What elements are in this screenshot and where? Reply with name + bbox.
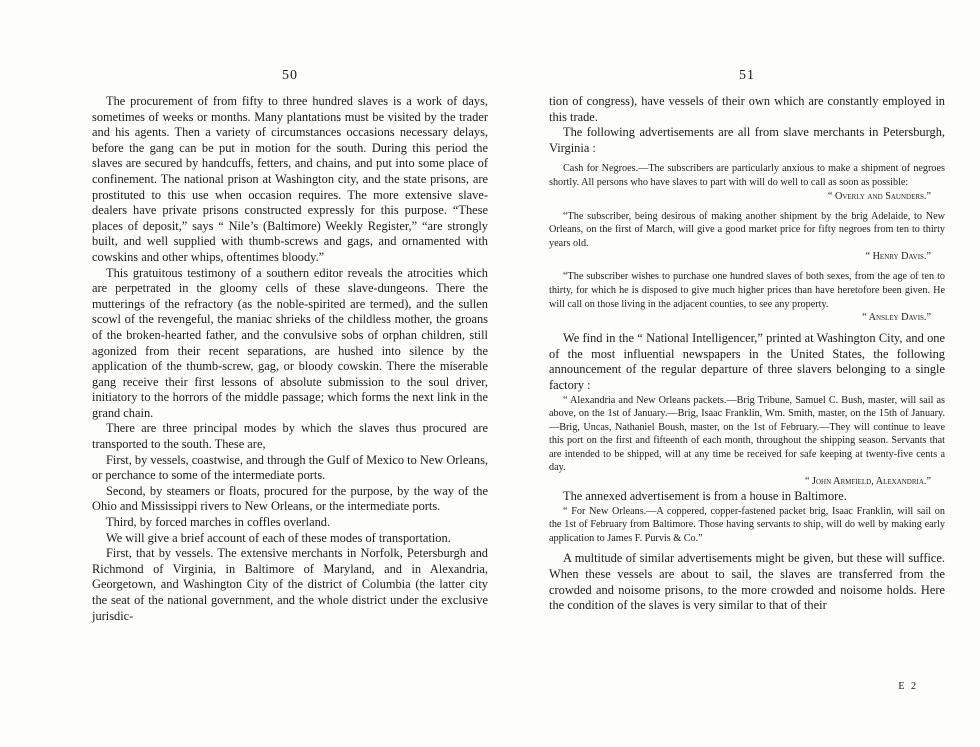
advertisement-quote: “The subscriber wishes to purchase one hundred slaves of both sexes, from the age of ten to thirty, for which he is disposed to give much higher prices than have heretofore been given. He will call on those living in the adjacent counties, to see any property.: [549, 271, 945, 310]
paragraph: The annexed advertisement is from a house in Baltimore.: [563, 489, 847, 504]
paragraph: A multitude of similar advertisements might be given, but these will suffice. When these vessels are about to sail, the slaves are transferred from the crowded and noisome prisons, to the more crowded and noisome holds. Here the condition of the slaves is very similar to that of their: [549, 551, 945, 613]
paragraph: We will give a brief account of each of these modes of transportation.: [106, 530, 451, 545]
signature-mark: E 2: [898, 681, 918, 692]
left-page: [92, 0, 488, 747]
paragraph: There are three principal modes by which the slaves thus procured are transported to the south. These are,: [92, 421, 488, 452]
paragraph: The procurement of from fifty to three hundred slaves is a work of days, sometimes of weeks or months. Many plantations must be visited by the trader and his agents. Then a variety of circumstances occasions necessary delays, before the gang can be put in motion for the south. During this period the slaves are secured by handcuffs, fetters, and chains, and put into some place of confinement. The national prison at Washington city, and the state prisons, are prostituted to this use when occasion requires. The more extensive slave-dealers have private prisons constructed expressly for this purpose. “These places of deposit,” says “ Nile’s (Baltimore) Weekly Register,” “are strongly built, and well supplied with thumb-screws and gags, and ornamented with cowskins and other whips, oftentimes bloody.”: [92, 94, 488, 264]
advertisement-signature: “ Overly and Saunders.”: [827, 190, 931, 202]
left-page-body: [92, 94, 488, 624]
paragraph: First, that by vessels. The extensive merchants in Norfolk, Petersburgh and Richmond of Virginia, in Baltimore of Maryland, and in Alexandria, Georgetown, and Washington City of the district of Columbia (the latter city the seat of the national government, and the whole district under the exclusive jurisdic-: [92, 546, 488, 623]
page-number-right: 51: [739, 68, 755, 83]
advertisement-quote: “ For New Orleans.—A coppered, copper-fastened packet brig, Isaac Franklin, will sail on the 1st of February from Baltimore. Those having servants to ship, will do well by making early application to James F. Purvis & Co.”: [549, 505, 945, 544]
paragraph: First, by vessels, coastwise, and through the Gulf of Mexico to New Orleans, or perchance to some of the intermediate ports.: [92, 452, 488, 483]
advertisement-signature: “ John Armfield, Alexandria.”: [804, 476, 931, 488]
page-number-left: 50: [282, 68, 298, 83]
paragraph: tion of congress), have vessels of their own which are constantly employed in this trade.: [549, 94, 945, 124]
advertisement-signature: “ Ansley Davis.”: [862, 312, 931, 324]
paragraph: The following advertisements are all from slave merchants in Petersburgh, Virginia :: [549, 125, 945, 155]
right-page: [549, 0, 945, 747]
paragraph: Third, by forced marches in coffles overland.: [106, 515, 331, 530]
right-page-body: [549, 94, 945, 614]
advertisement-signature: “ Henry Davis.”: [865, 251, 931, 263]
advertisement-quote: “ Alexandria and New Orleans packets.—Brig Tribune, Samuel C. Bush, master, will sail as above, on the 1st of January.—Brig, Isaac Franklin, Wm. Smith, master, on the 15th of January.—Brig, Uncas, Nathaniel Boush, master, on the 1st of February.—They will continue to leave this port on the first and fifteenth of each month, throughout the shipping season. Servants that are intended to be shipped, will at any time be received for safe keeping at twenty-five cents a day.: [549, 394, 945, 474]
paragraph: Second, by steamers or floats, procured for the purpose, by the way of the Ohio and Mississippi rivers to New Orleans, or the intermediate ports.: [92, 483, 488, 514]
paragraph: We find in the “ National Intelligencer,” printed at Washington City, and one of the most influential newspapers in the United States, the following announcement of the regular departure of three slavers belonging to a single factory :: [549, 331, 945, 392]
paragraph: This gratuitous testimony of a southern editor reveals the atrocities which are perpetrated in the gloomy cells of these slave-dungeons. There the mutterings of the refractory (as the noble-spirited are termed), and the sullen scowl of the revengeful, the maniac shrieks of the childless mother, the groans of the broken-hearted father, and the convulsive sobs of orphan children, still agonized from their recent separations, are hushed into silence by the application of the thumb-screw, gag, or bloody cowskin. There the miserable gang receive their first lessons of absolute submission to the soul driver, initiatory to the horrors of the middle passage; which forms the next link in the grand chain.: [92, 265, 488, 420]
advertisement-quote: Cash for Negroes.—The subscribers are particularly anxious to make a shipment of negroes shortly. All persons who have slaves to part with will do well to call as soon as possible:: [549, 163, 945, 188]
advertisement-quote: “The subscriber, being desirous of making another shipment by the brig Adelaide, to New Orleans, on the first of March, will give a good market price for fifty negroes from ten to thirty years old.: [549, 210, 945, 249]
